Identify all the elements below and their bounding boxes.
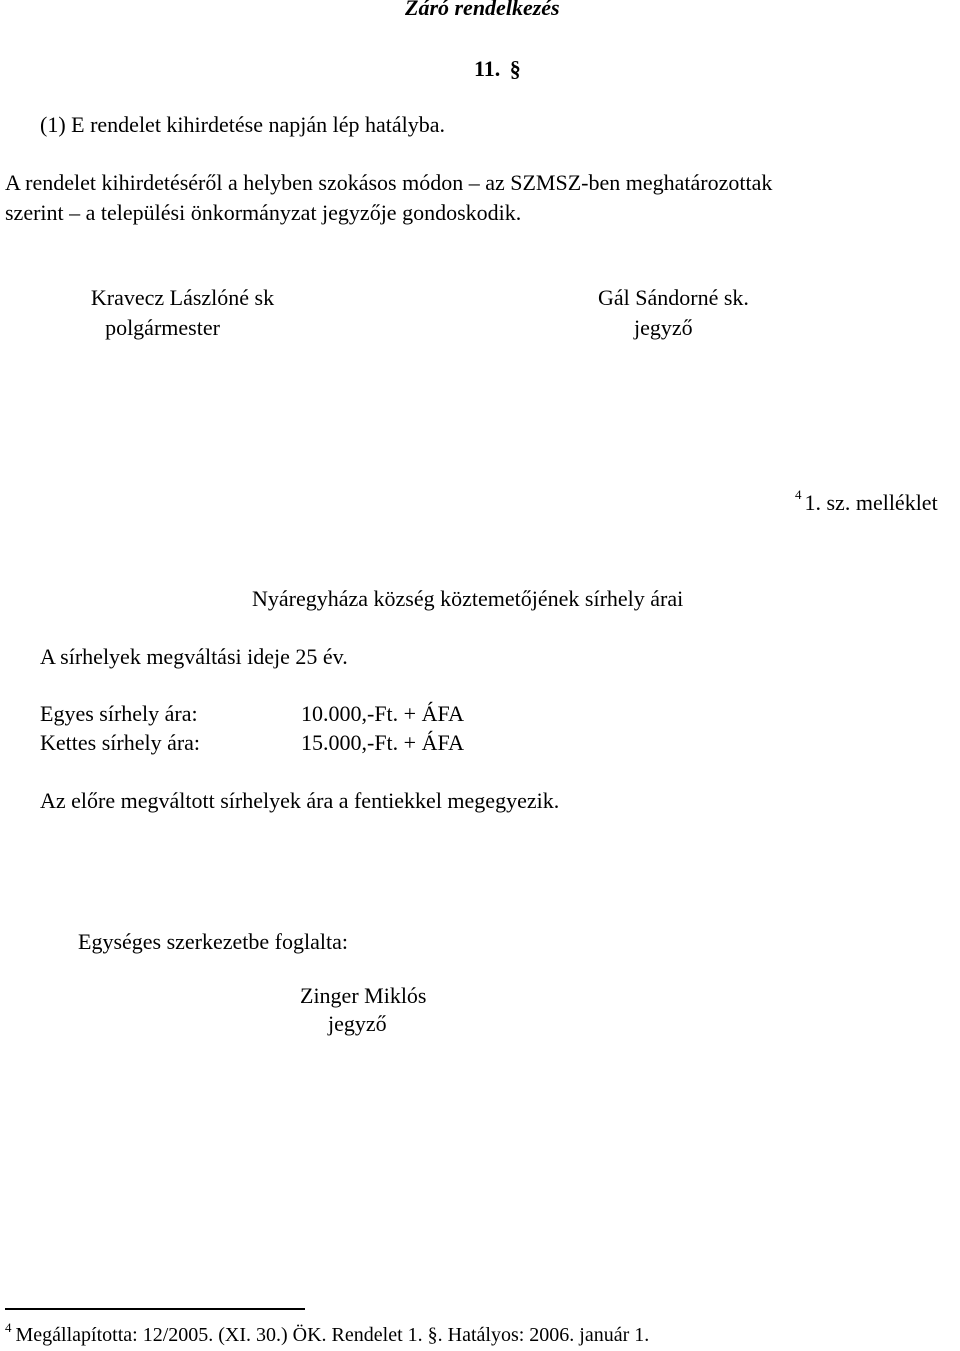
price-row-double-label: Kettes sírhely ára: [40,730,201,755]
paragraph-number-value: 11. [474,56,501,81]
footnote [5,1320,650,1346]
redemption-period: A sírhelyek megváltási ideje 25 év. [40,644,348,669]
mayor-name: Kravecz Lászlóné sk [90,285,275,310]
annex-label-text: 1. sz. melléklet [804,490,938,515]
section-heading: Záró rendelkezés [405,0,560,20]
announcement-line-1: A rendelet kihirdetéséről a helyben szokásos módon – az SZMSZ-ben meghatározottak [5,170,773,195]
annex-footnote-ref: 4 [795,487,802,502]
clause-1: (1) E rendelet kihirdetése napján lép hatályba. [40,112,445,137]
notary-title: jegyző [634,315,693,340]
section-sign: § [509,56,521,81]
notary-name: Gál Sándorné sk. [598,285,749,310]
footnote-text: Megállapította: 12/2005. (XI. 30.) ÖK. Rendelet 1. §. Hatályos: 2006. január 1. [15,1324,650,1346]
mayor-title: polgármester [105,315,220,340]
footnote-number: 4 [5,1320,12,1335]
prepaid-note: Az előre megváltott sírhelyek ára a fentiekkel megegyezik. [40,788,560,813]
footnote-separator [5,1308,305,1310]
price-row-double-value: 15.000,-Ft. + ÁFA [301,730,464,755]
price-row-single-label: Egyes sírhely ára: [40,701,198,726]
announcement-line-2: szerint – a települési önkormányzat jegyzője gondoskodik. [5,200,522,225]
annex-label [795,487,938,515]
price-row-single-value: 10.000,-Ft. + ÁFA [301,701,464,726]
paragraph-number [474,58,521,80]
consolidation-name: Zinger Miklós [300,983,427,1008]
consolidation-title: jegyző [328,1011,387,1036]
annex-title: Nyáregyháza község köztemetőjének sírhely árai [252,586,684,611]
consolidation-label: Egységes szerkezetbe foglalta: [78,929,348,954]
